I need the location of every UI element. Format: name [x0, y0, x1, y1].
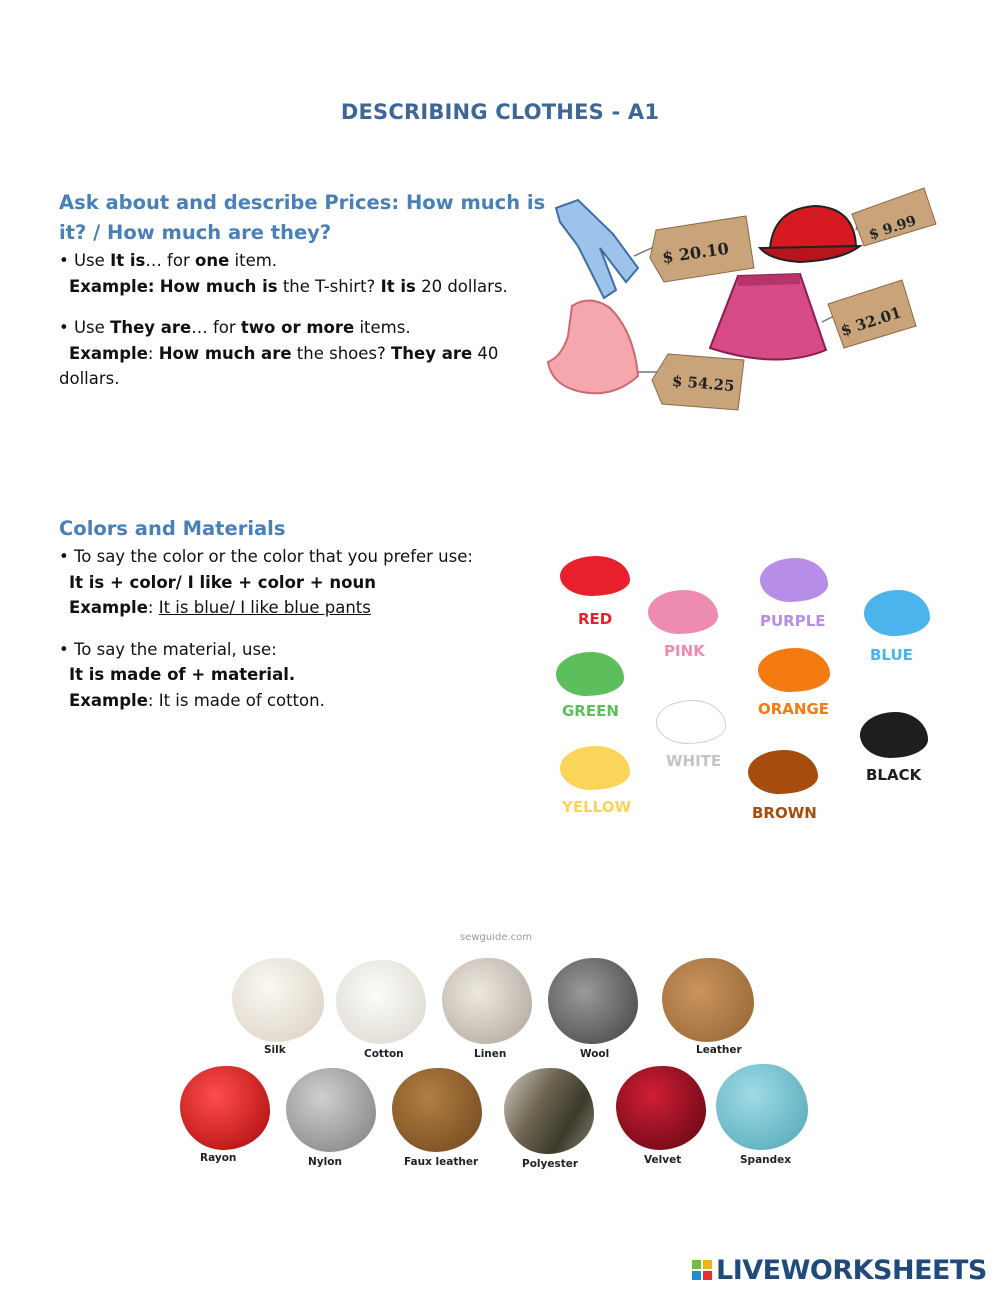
swatch-pink [648, 590, 718, 634]
prices-body [59, 248, 529, 392]
swatch-yellow [560, 746, 630, 790]
fabric-faux-leather [392, 1068, 482, 1152]
fabric-label-velvet: Velvet [644, 1154, 682, 1166]
price-tag-2: $ 9.99 [866, 212, 919, 244]
prices-heading [59, 188, 545, 248]
fabric-polyester [504, 1068, 594, 1154]
cap-illustration [760, 206, 860, 262]
fabric-label-linen: Linen [474, 1048, 507, 1060]
logo-mark-icon [692, 1260, 712, 1280]
swatch-label-brown: BROWN [752, 804, 817, 822]
tag-2-shape [852, 188, 936, 246]
swatch-brown [748, 750, 818, 794]
fabric-silk [232, 958, 324, 1042]
swatch-label-blue: BLUE [870, 646, 913, 664]
swatch-black [860, 712, 928, 758]
swatch-green [556, 652, 624, 696]
skirt-illustration [710, 274, 826, 360]
swatch-label-yellow: YELLOW [562, 798, 631, 816]
colors-materials-body [59, 544, 529, 713]
swatch-orange [758, 648, 830, 692]
fabric-wool [548, 958, 638, 1044]
swatch-label-purple: PURPLE [760, 612, 826, 630]
fabric-linen [442, 958, 532, 1044]
fabric-nylon [286, 1068, 376, 1152]
fabric-label-silk: Silk [264, 1044, 286, 1056]
color-rule: It is + color/ I like + color + noun [69, 572, 376, 592]
jeans-illustration [556, 200, 638, 298]
price-tag-4: $ 54.25 [671, 371, 736, 396]
fabric-velvet [616, 1066, 706, 1150]
fabric-label-cotton: Cotton [364, 1048, 404, 1060]
material-intro: • To say the material, use: [59, 639, 277, 659]
swatch-label-red: RED [578, 610, 613, 628]
prices-heading-line-1: Ask about and describe Prices: How much is [59, 191, 546, 214]
swatch-purple [760, 558, 828, 602]
swatch-label-green: GREEN [562, 702, 619, 720]
swatch-label-black: BLACK [866, 766, 922, 784]
material-example: Example: It is made of cotton. [69, 690, 325, 710]
fabric-label-polyester: Polyester [522, 1158, 579, 1170]
example-many-items-cont: dollars. [59, 369, 120, 388]
rule-one-item: • Use It is… for one item. [59, 251, 278, 270]
rule-many-items: • Use They are… for two or more items. [59, 318, 411, 337]
fabric-materials-image [170, 928, 820, 1178]
logo-text: LIVEWORKSHEETS [716, 1254, 987, 1286]
swatch-label-pink: PINK [664, 642, 705, 660]
color-intro: • To say the color or the color that you prefer use: [59, 547, 473, 566]
clothes-price-tags-image [538, 186, 938, 421]
fabric-label-leather: Leather [696, 1044, 742, 1056]
swatch-white [656, 700, 726, 744]
fabric-leather [662, 958, 754, 1042]
color-example: Example: It is blue/ I like blue pants [69, 598, 371, 617]
fabric-label-rayon: Rayon [200, 1152, 237, 1164]
page-title: DESCRIBING CLOTHES - A1 [340, 100, 660, 124]
price-tag-3: $ 32.01 [838, 303, 904, 340]
swatch-label-orange: ORANGE [758, 700, 830, 718]
fabric-label-wool: Wool [580, 1048, 610, 1060]
material-rule: It is made of + material. [69, 665, 296, 684]
example-many-items: Example: How much are the shoes? They are 40 [69, 343, 499, 363]
fabric-label-spandex: Spandex [740, 1154, 792, 1166]
image-credit: sewguide.com [460, 932, 533, 943]
swatch-red [560, 556, 630, 596]
swatch-blue [864, 590, 930, 636]
fabric-rayon [180, 1066, 270, 1150]
fabric-label-faux-leather: Faux leather [404, 1156, 479, 1168]
fabric-cotton [336, 960, 426, 1044]
fabric-label-nylon: Nylon [308, 1156, 342, 1168]
example-one-item: Example: How much is the T-shirt? It is 20 dollars. [69, 276, 508, 296]
price-tag-1: $ 20.10 [661, 238, 730, 267]
liveworksheets-logo [692, 1254, 987, 1286]
colors-materials-heading: Colors and Materials [59, 517, 286, 540]
color-swatches-image [548, 548, 938, 828]
blouse-illustration [548, 300, 638, 393]
prices-heading-line-2: it? / How much are they? [59, 221, 332, 244]
fabric-spandex [716, 1064, 808, 1150]
swatch-label-white: WHITE [666, 752, 722, 770]
